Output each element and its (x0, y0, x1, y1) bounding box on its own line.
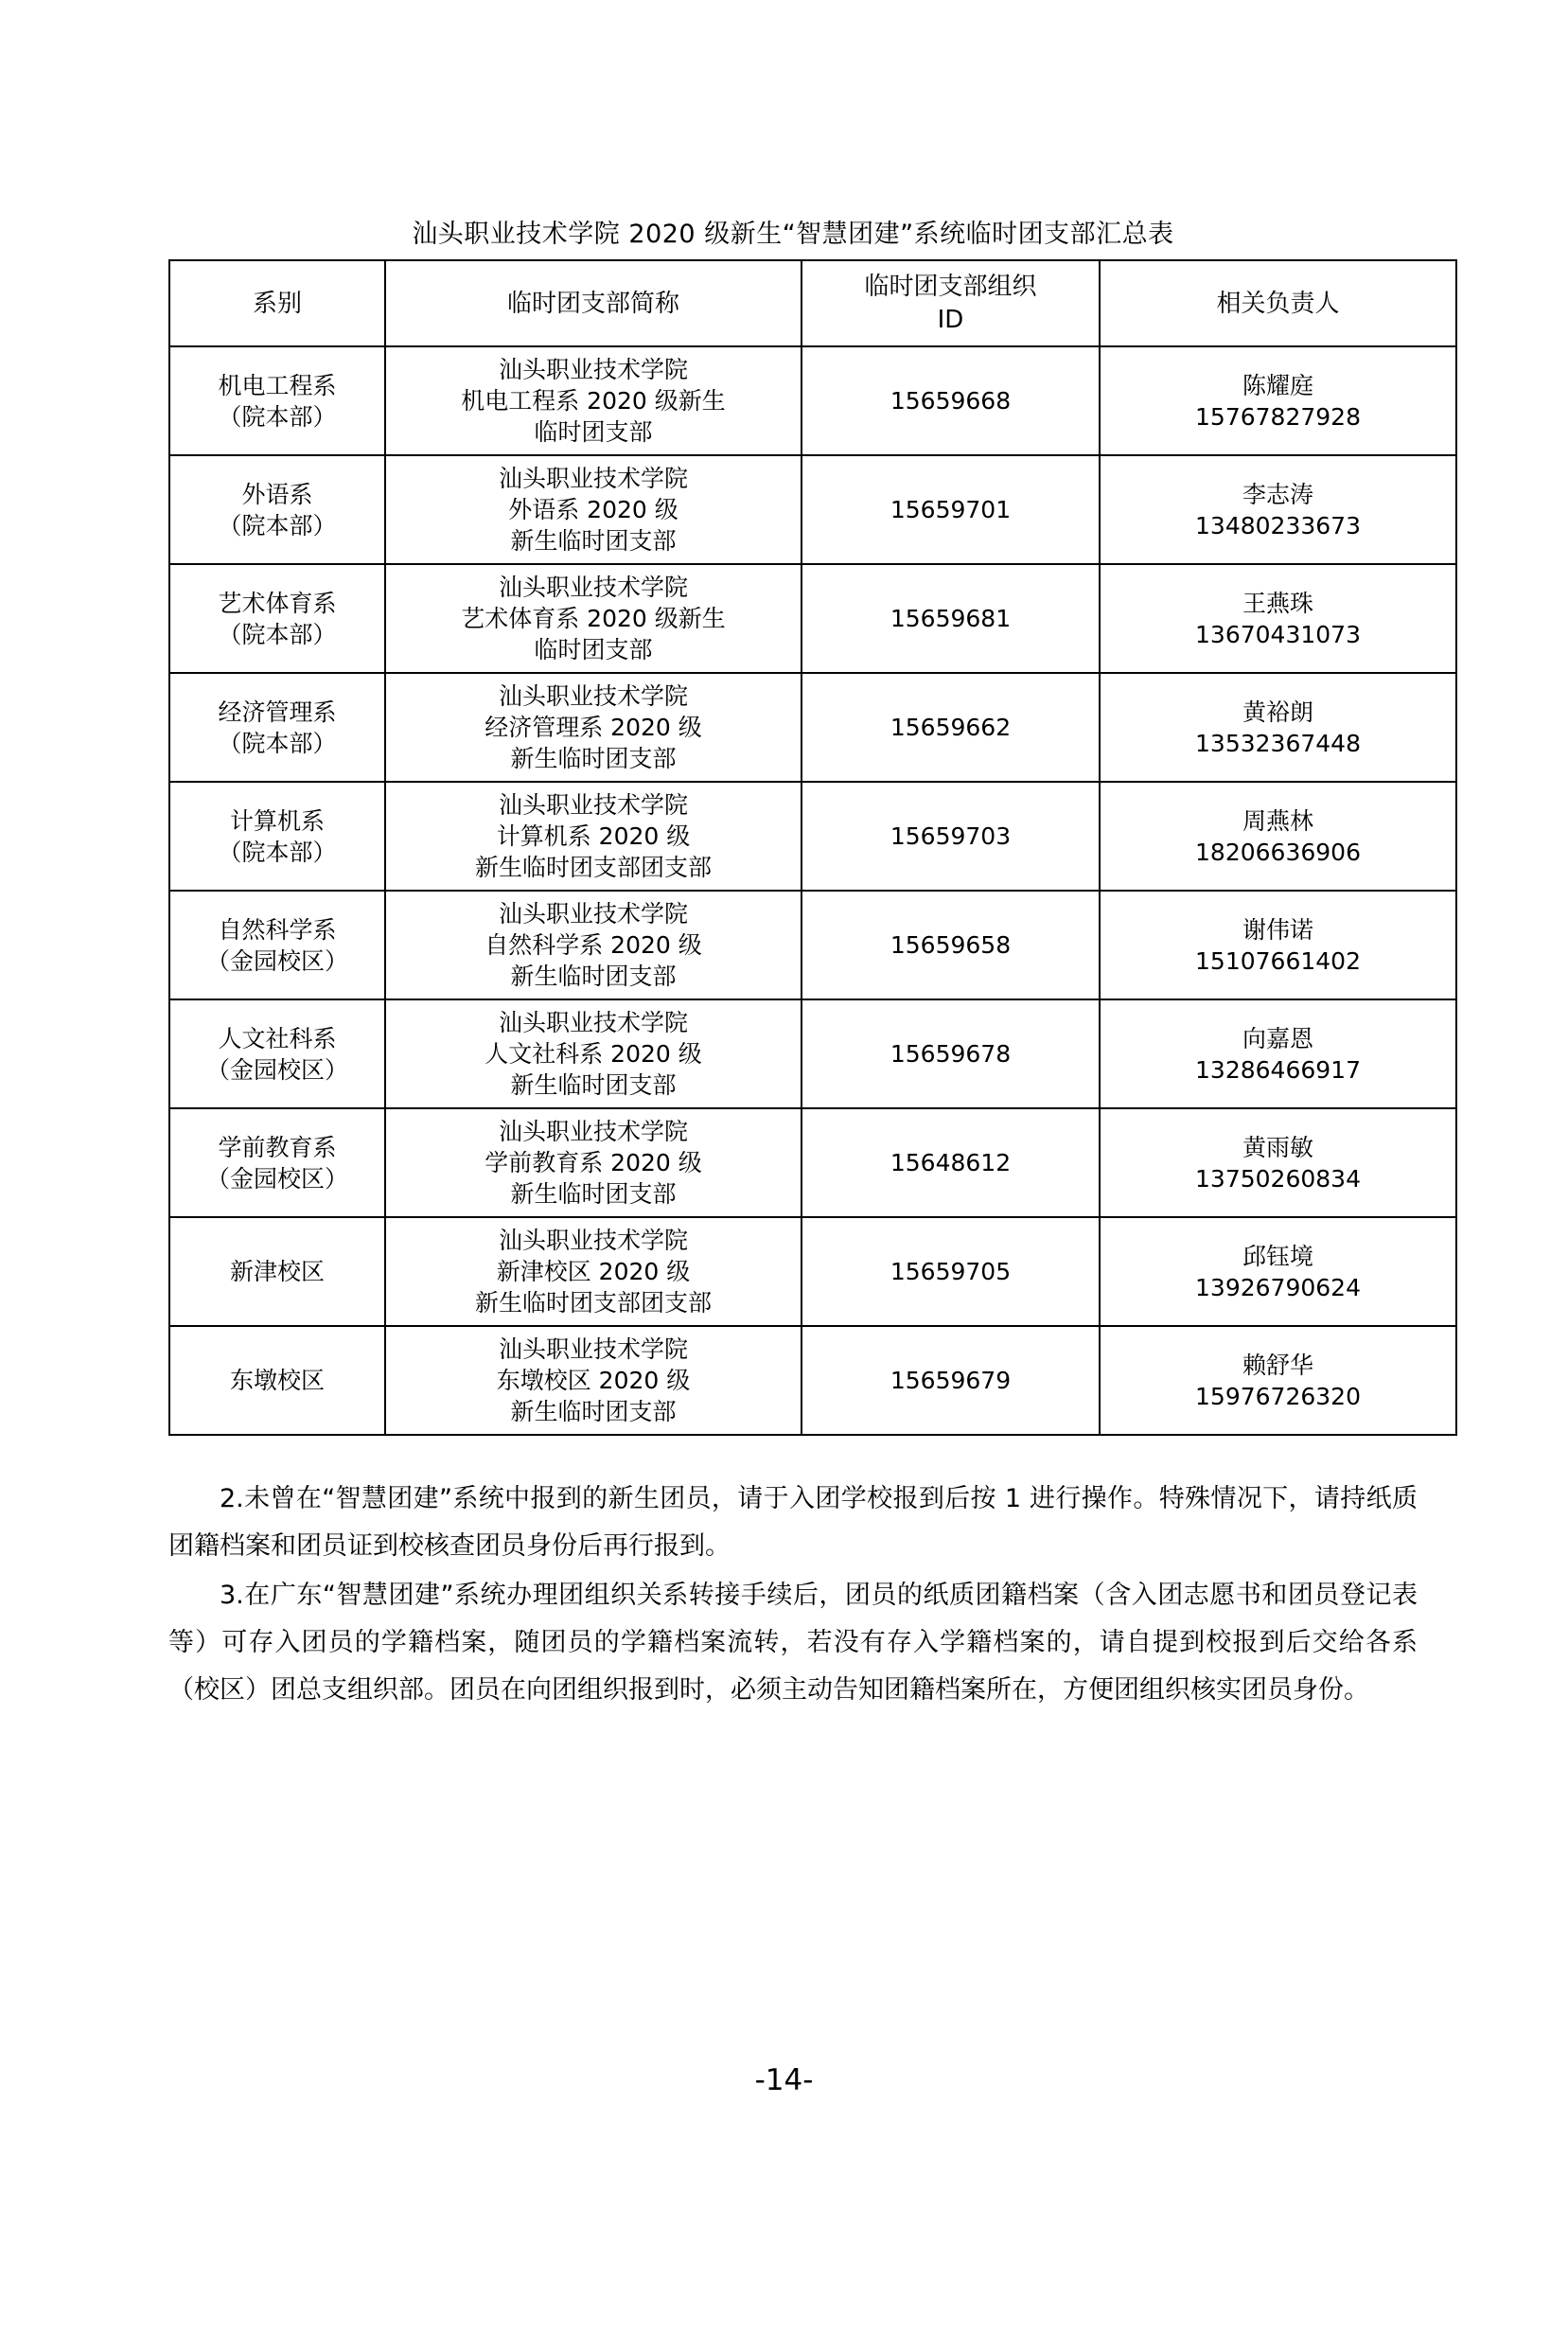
cell-department (169, 1326, 385, 1435)
cell-line: 外语系 (241, 480, 313, 508)
cell-line: 新生临时团支部团支部 (474, 854, 712, 882)
cell-line: 汕头职业技术学院 (498, 465, 688, 493)
table-row (169, 564, 1456, 673)
cell-line: 新生临时团支部 (510, 963, 677, 991)
table-row (169, 1108, 1456, 1217)
cell-line: 向嘉恩 (1242, 1024, 1313, 1052)
cell-line: 王燕珠 (1242, 589, 1313, 617)
cell-organization-id: 15659681 (802, 564, 1100, 673)
cell-organization-id: 15659678 (802, 999, 1100, 1108)
table-header-row (169, 260, 1456, 346)
cell-branch-name (385, 564, 802, 673)
cell-line: 计算机系 (229, 806, 325, 835)
cell-line: 13532367448 (1195, 729, 1361, 757)
table-row (169, 891, 1456, 999)
cell-department (169, 782, 385, 891)
cell-line: 东墩校区 (229, 1367, 325, 1395)
cell-line: 外语系 2020 级 (508, 496, 678, 524)
cell-contact-person (1100, 891, 1456, 999)
table-row (169, 346, 1456, 455)
cell-contact-person (1100, 782, 1456, 891)
cell-line: 艺术体育系 (218, 589, 337, 617)
cell-line: 人文社科系 (218, 1024, 337, 1052)
cell-line: 汕头职业技术学院 (498, 1227, 688, 1255)
cell-line: 新生临时团支部 (510, 1398, 677, 1426)
cell-line: 汕头职业技术学院 (498, 791, 688, 820)
cell-line: 新生临时团支部 (510, 1071, 677, 1100)
cell-line: （院本部） (218, 729, 337, 757)
cell-line: 学前教育系 2020 级 (484, 1149, 702, 1177)
cell-line: 新津校区 (229, 1258, 325, 1286)
column-header-organization-id-line1: 临时团支部组织 (864, 273, 1037, 302)
cell-line: 13750260834 (1195, 1164, 1361, 1193)
column-header-organization-id (802, 260, 1100, 346)
table-row (169, 782, 1456, 891)
cell-line: 汕头职业技术学院 (498, 682, 688, 711)
cell-organization-id: 15659703 (802, 782, 1100, 891)
cell-line: 经济管理系 (218, 698, 337, 726)
cell-department (169, 1217, 385, 1326)
table-row (169, 999, 1456, 1108)
page-number: -14- (754, 2063, 814, 2097)
column-header-organization-id-line2: ID (937, 305, 964, 334)
table-row (169, 673, 1456, 782)
cell-line: 汕头职业技术学院 (498, 900, 688, 928)
cell-line: 邱钰境 (1242, 1242, 1313, 1270)
cell-branch-name (385, 455, 802, 564)
cell-line: 赖舒华 (1242, 1351, 1313, 1379)
cell-line: 谢伟诺 (1242, 915, 1313, 944)
cell-contact-person (1100, 673, 1456, 782)
cell-line: 15767827928 (1195, 402, 1361, 431)
cell-department (169, 346, 385, 455)
cell-line: （金园校区） (205, 1164, 348, 1193)
cell-line: 李志涛 (1242, 480, 1313, 508)
cell-line: 机电工程系 (218, 371, 337, 399)
cell-line: 13286466917 (1195, 1055, 1361, 1084)
cell-contact-person (1100, 1326, 1456, 1435)
cell-line: 15976726320 (1195, 1382, 1361, 1410)
cell-line: 汕头职业技术学院 (498, 1118, 688, 1146)
cell-department (169, 455, 385, 564)
paragraph-2: 2.未曾在“智慧团建”系统中报到的新生团员，请于入团学校报到后按 1 进行操作。特殊情况下，请持纸质团籍档案和团员证到校核查团员身份后再行报到。 (168, 1484, 1418, 1561)
cell-line: （院本部） (218, 620, 337, 648)
cell-organization-id: 15659701 (802, 455, 1100, 564)
cell-line: 临时团支部 (534, 418, 653, 447)
temporary-branch-summary-table (168, 259, 1457, 1436)
body-paragraphs (168, 1476, 1418, 1714)
cell-branch-name (385, 782, 802, 891)
cell-line: 新生临时团支部团支部 (474, 1289, 712, 1317)
cell-organization-id: 15648612 (802, 1108, 1100, 1217)
page-title: 汕头职业技术学院 2020 级新生“智慧团建”系统临时团支部汇总表 (412, 220, 1174, 249)
cell-branch-name (385, 1217, 802, 1326)
cell-department (169, 999, 385, 1108)
cell-line: 机电工程系 2020 级新生 (461, 387, 726, 415)
cell-line: 新生临时团支部 (510, 527, 677, 556)
cell-line: （院本部） (218, 838, 337, 866)
cell-branch-name (385, 891, 802, 999)
cell-contact-person (1100, 999, 1456, 1108)
table-body (169, 346, 1456, 1435)
cell-line: 18206636906 (1195, 838, 1361, 866)
cell-line: 13926790624 (1195, 1273, 1361, 1301)
cell-contact-person (1100, 564, 1456, 673)
cell-branch-name (385, 673, 802, 782)
cell-line: 自然科学系 2020 级 (484, 931, 702, 960)
cell-line: 周燕林 (1242, 806, 1313, 835)
cell-line: 东墩校区 2020 级 (496, 1367, 691, 1395)
document-content (168, 218, 1418, 1716)
cell-line: 新生临时团支部 (510, 745, 677, 773)
cell-branch-name (385, 999, 802, 1108)
cell-contact-person (1100, 455, 1456, 564)
cell-line: 汕头职业技术学院 (498, 1335, 688, 1364)
cell-line: （金园校区） (205, 1055, 348, 1084)
table-row (169, 1217, 1456, 1326)
cell-line: 汕头职业技术学院 (498, 574, 688, 602)
cell-line: 艺术体育系 2020 级新生 (461, 605, 726, 633)
cell-line: 15107661402 (1195, 946, 1361, 975)
cell-contact-person (1100, 1108, 1456, 1217)
cell-line: 新津校区 2020 级 (496, 1258, 691, 1286)
cell-line: （院本部） (218, 511, 337, 539)
cell-branch-name (385, 1108, 802, 1217)
table-row (169, 455, 1456, 564)
cell-department (169, 891, 385, 999)
cell-line: 计算机系 2020 级 (496, 822, 691, 851)
cell-line: 自然科学系 (218, 915, 337, 944)
table-row (169, 1326, 1456, 1435)
cell-line: 黄雨敏 (1242, 1133, 1313, 1161)
cell-line: 陈耀庭 (1242, 371, 1313, 399)
cell-organization-id: 15659658 (802, 891, 1100, 999)
cell-line: 黄裕朗 (1242, 698, 1313, 726)
cell-contact-person (1100, 346, 1456, 455)
cell-line: （院本部） (218, 402, 337, 431)
paragraph-3: 3.在广东“智慧团建”系统办理团组织关系转接手续后，团员的纸质团籍档案（含入团志愿书和团员登记表等）可存入团员的学籍档案，随团员的学籍档案流转，若没有存入学籍档案的，请自提到校报到后交给各系（校区）团总支组织部。团员在向团组织报到时，必须主动告知团籍档案所在，方便团组织核实团员身份。 (168, 1580, 1418, 1705)
cell-branch-name (385, 1326, 802, 1435)
cell-line: 汕头职业技术学院 (498, 1009, 688, 1037)
cell-organization-id: 15659668 (802, 346, 1100, 455)
cell-department (169, 673, 385, 782)
cell-department (169, 1108, 385, 1217)
cell-branch-name (385, 346, 802, 455)
column-header-department: 系别 (169, 260, 385, 346)
cell-line: 经济管理系 2020 级 (484, 714, 702, 742)
cell-line: 汕头职业技术学院 (498, 356, 688, 384)
column-header-branch-name: 临时团支部简称 (385, 260, 802, 346)
cell-line: 13480233673 (1195, 511, 1361, 539)
cell-line: 学前教育系 (218, 1133, 337, 1161)
cell-line: 人文社科系 2020 级 (484, 1040, 702, 1069)
cell-organization-id: 15659662 (802, 673, 1100, 782)
column-header-contact-person: 相关负责人 (1100, 260, 1456, 346)
cell-line: （金园校区） (205, 946, 348, 975)
cell-line: 临时团支部 (534, 636, 653, 664)
cell-organization-id: 15659679 (802, 1326, 1100, 1435)
cell-organization-id: 15659705 (802, 1217, 1100, 1326)
cell-contact-person (1100, 1217, 1456, 1326)
cell-line: 新生临时团支部 (510, 1180, 677, 1209)
cell-line: 13670431073 (1195, 620, 1361, 648)
cell-department (169, 564, 385, 673)
